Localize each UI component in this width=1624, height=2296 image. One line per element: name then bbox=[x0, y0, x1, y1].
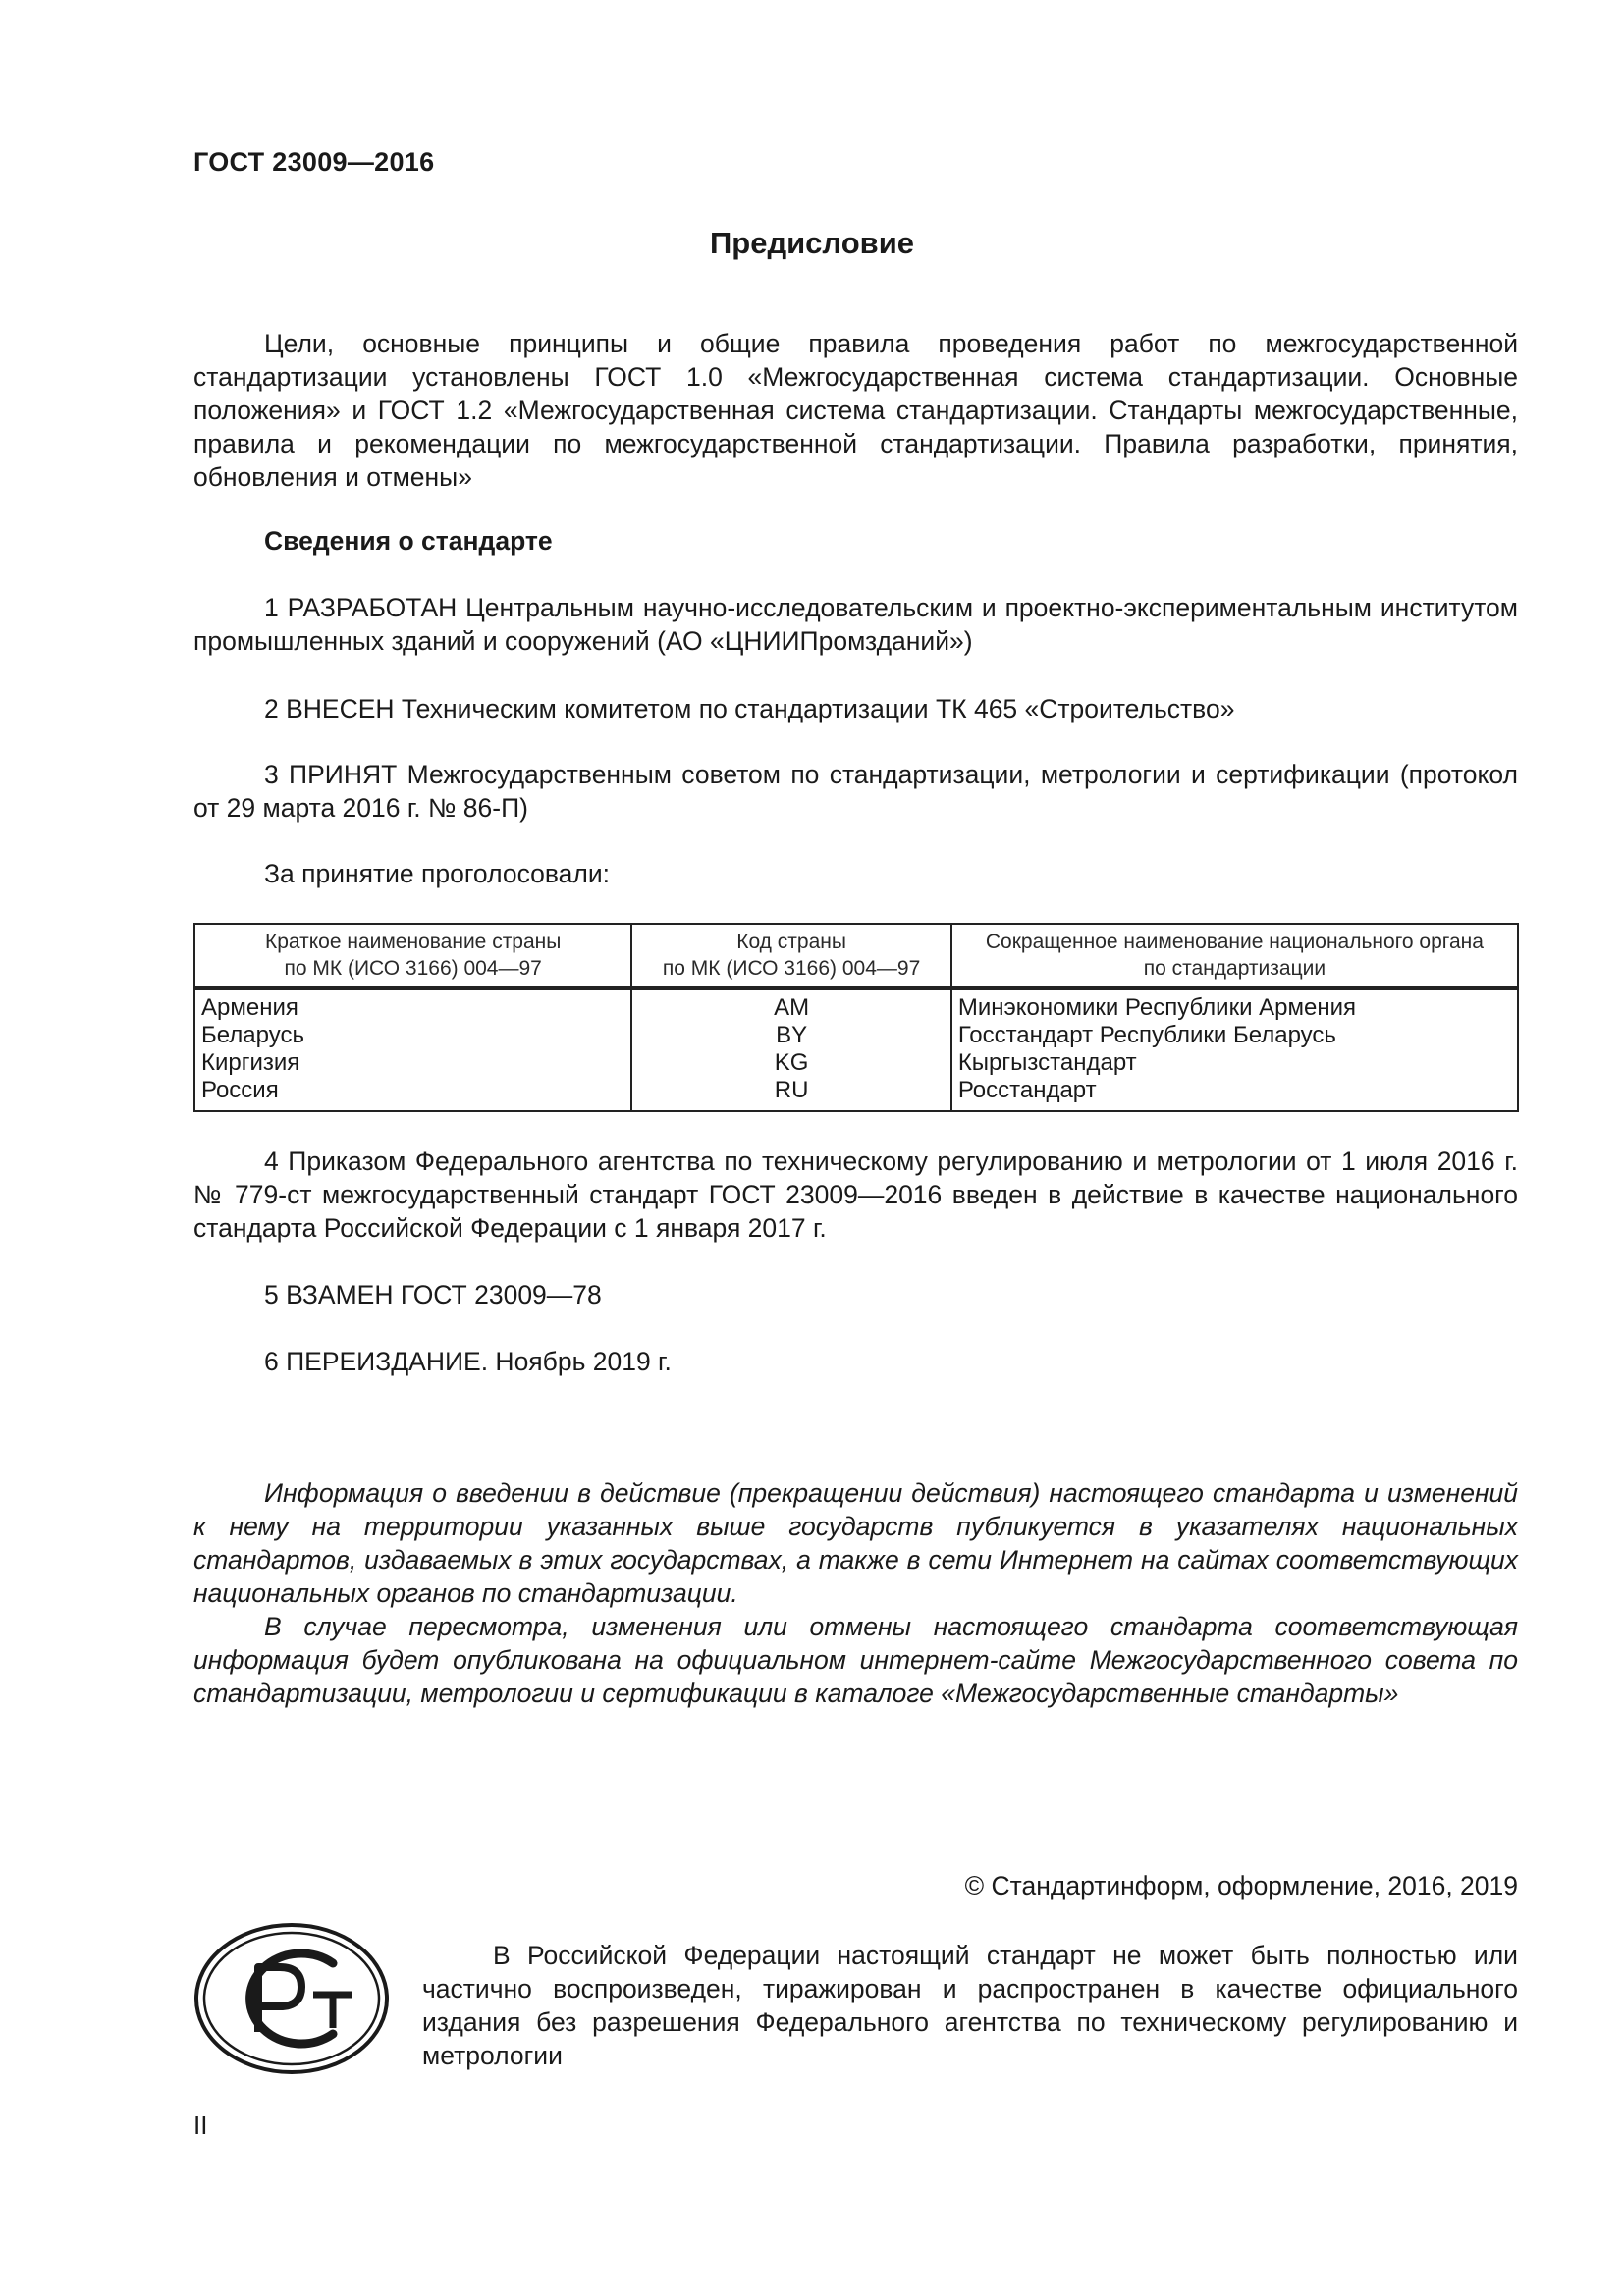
item-adopted: 3 ПРИНЯТ Межгосударственным советом по стандартизации, метрологии и сертификации (протокол от 29 марта 2016 г. № 86-П) bbox=[193, 760, 1518, 823]
item-replaces: 5 ВЗАМЕН ГОСТ 23009—78 bbox=[264, 1280, 602, 1309]
table-row bbox=[194, 1077, 1518, 1111]
voted-label: За принятие проголосовали: bbox=[264, 859, 611, 888]
rst-logo-icon bbox=[193, 1922, 390, 2075]
code-cell: KG bbox=[631, 1049, 950, 1077]
info-heading: Сведения о стандарте bbox=[264, 526, 553, 556]
page-number: II bbox=[193, 2110, 208, 2140]
header-code: Код страны по МК (ИСО 3166) 004—97 bbox=[631, 924, 950, 988]
page-title: Предисловие bbox=[709, 226, 914, 260]
legal-notice: В Российской Федерации настоящий стандарт не может быть полностью или частично воспроизведен, тиражирован и распространен в качестве официального издания без разрешения Федерального агентства по техническому регулированию и метрологии bbox=[422, 1941, 1518, 2070]
table-header-row bbox=[194, 924, 1518, 988]
header-body: Сокращенное наименование национального органа по стандартизации bbox=[951, 924, 1518, 988]
body-cell: Росстандарт bbox=[951, 1077, 1518, 1111]
item-reissue: 6 ПЕРЕИЗДАНИЕ. Ноябрь 2019 г. bbox=[264, 1347, 672, 1376]
country-cell: Киргизия bbox=[201, 1049, 300, 1076]
note-info: Информация о введении в действие (прекращении действия) настоящего стандарта и изменений к нему на территории указанных выше государств публикуется в указателях национальных стандартов, издаваемых в этих государствах, а также в сети Интернет на сайтах соответствующих национальных органов по стандартизации. bbox=[193, 1478, 1518, 1608]
country-cell: Армения bbox=[201, 994, 298, 1021]
code-cell: AM bbox=[631, 988, 950, 1023]
voting-table bbox=[193, 923, 1519, 1112]
body-cell: Госстандарт Республики Беларусь bbox=[951, 1022, 1518, 1049]
header-country: Краткое наименование страны по МК (ИСО 3166) 004—97 bbox=[264, 931, 562, 980]
note-revision: В случае пересмотра, изменения или отмены настоящего стандарта соответствующая информация будет опубликована на официальном интернет-сайте Межгосударственного совета по стандартизации, метрологии и сертификации в каталоге «Межгосударственные стандарты» bbox=[193, 1612, 1518, 1708]
code-cell: RU bbox=[631, 1077, 950, 1111]
body-cell: Кыргызстандарт bbox=[951, 1049, 1518, 1077]
item-developed: 1 РАЗРАБОТАН Центральным научно-исследовательским и проектно-экспериментальным институтом промышленных зданий и сооружений (АО «ЦНИИПромзданий») bbox=[193, 593, 1518, 656]
country-cell: Беларусь bbox=[201, 1022, 304, 1048]
country-cell: Россия bbox=[201, 1077, 279, 1103]
body-cell: Минэкономики Республики Армения bbox=[951, 988, 1518, 1023]
table-row bbox=[194, 1049, 1518, 1077]
item-introduced: 2 ВНЕСЕН Техническим комитетом по стандартизации ТК 465 «Строительство» bbox=[264, 694, 1235, 723]
table-row bbox=[194, 988, 1518, 1023]
copyright: © Стандартинформ, оформление, 2016, 2019 bbox=[964, 1871, 1518, 1900]
code-cell: BY bbox=[631, 1022, 950, 1049]
item-order: 4 Приказом Федерального агентства по техническому регулированию и метрологии от 1 июля 2016 г. № 779-ст межгосударственный стандарт ГОСТ 23009—2016 введен в действие в качестве национального стандарта Российской Федерации с 1 января 2017 г. bbox=[193, 1147, 1518, 1243]
rst-logo bbox=[193, 1922, 390, 2075]
standard-code: ГОСТ 23009—2016 bbox=[193, 147, 435, 177]
intro-paragraph: Цели, основные принципы и общие правила проведения работ по межгосударственной стандартизации установлены ГОСТ 1.0 «Межгосударственная система стандартизации. Основные положения» и ГОСТ 1.2 «Межгосударственная система стандартизации. Стандарты межгосударственные, правила и рекомендации по межгосударственной стандартизации. Правила разработки, принятия, обновления и отмены» bbox=[193, 329, 1518, 492]
table-row bbox=[194, 1022, 1518, 1049]
